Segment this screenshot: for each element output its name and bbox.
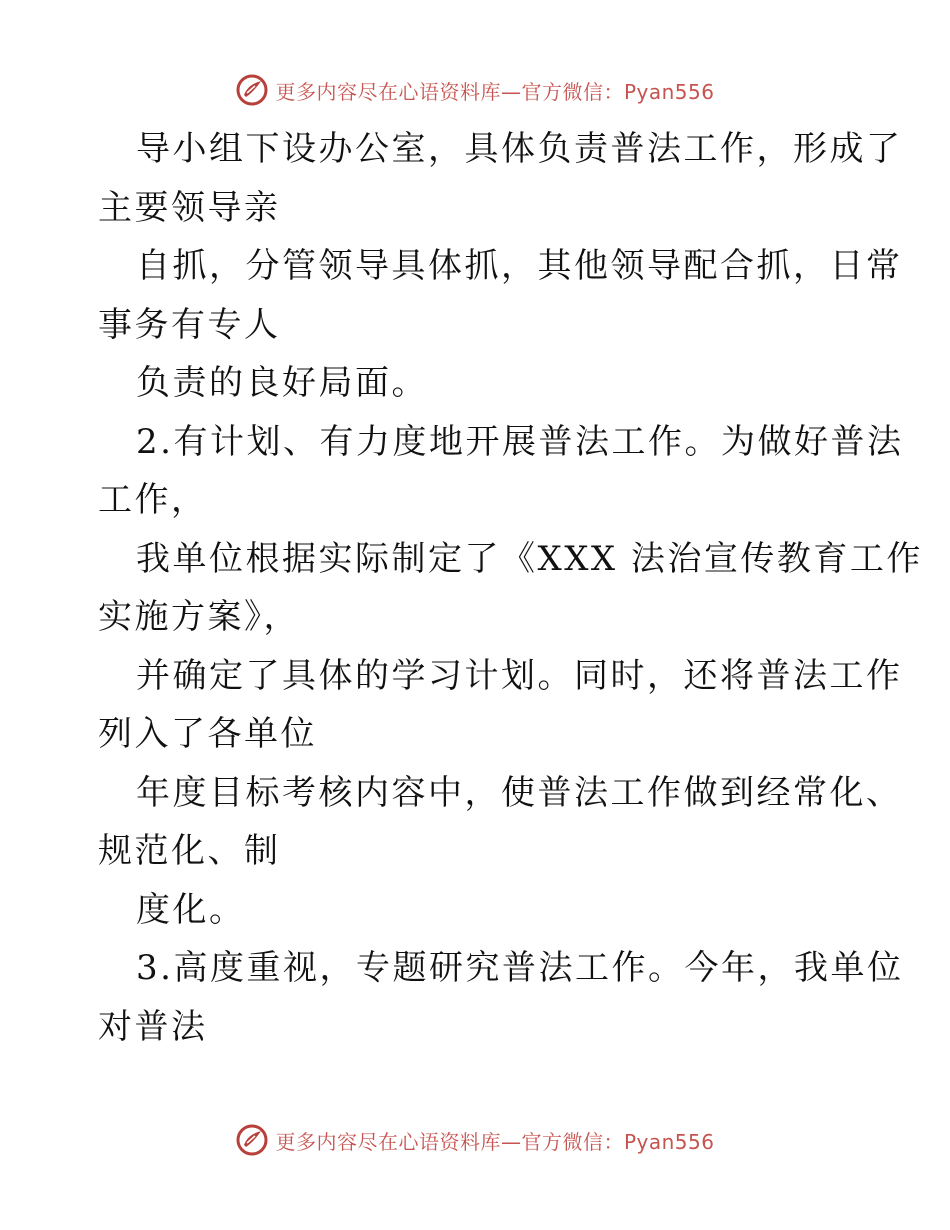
footer-banner	[0, 1120, 950, 1160]
text-line: 对普法	[98, 1006, 208, 1047]
text-line: 并确定了具体的学习计划。同时，还将普法工作	[136, 655, 903, 696]
document-body	[98, 120, 923, 1056]
brand-logo-icon	[235, 1123, 269, 1157]
text-line: 规范化、制	[98, 831, 281, 871]
text-line: 自抓，分管领导具体抓，其他领导配合抓，日常	[136, 246, 903, 286]
text-line: 年度目标考核内容中，使普法工作做到经常化、	[136, 772, 903, 813]
brand-logo-icon	[235, 73, 269, 107]
text-line: 实施方案》，	[98, 597, 300, 637]
header-banner	[0, 70, 950, 110]
text-line: 3.高度重视，专题研究普法工作。今年，我单位	[136, 948, 904, 988]
text-line: 负责的良好局面。	[136, 363, 428, 403]
text-line: 我单位根据实际制定了《XXX 法治宣传教育工作	[136, 538, 923, 579]
header-banner-text: 更多内容尽在心语资料库—官方微信：Pyan556	[275, 79, 715, 104]
footer-banner-text: 更多内容尽在心语资料库—官方微信：Pyan556	[275, 1129, 715, 1154]
text-line: 工作，	[98, 480, 208, 520]
text-line: 事务有专人	[98, 304, 281, 345]
text-line: 列入了各单位	[98, 714, 317, 754]
text-line: 主要领导亲	[98, 187, 281, 228]
text-line: 2.有计划、有力度地开展普法工作。为做好普法	[136, 421, 904, 462]
text-line: 导小组下设办公室，具体负责普法工作，形成了	[136, 129, 903, 169]
text-line: 度化。	[136, 889, 246, 930]
